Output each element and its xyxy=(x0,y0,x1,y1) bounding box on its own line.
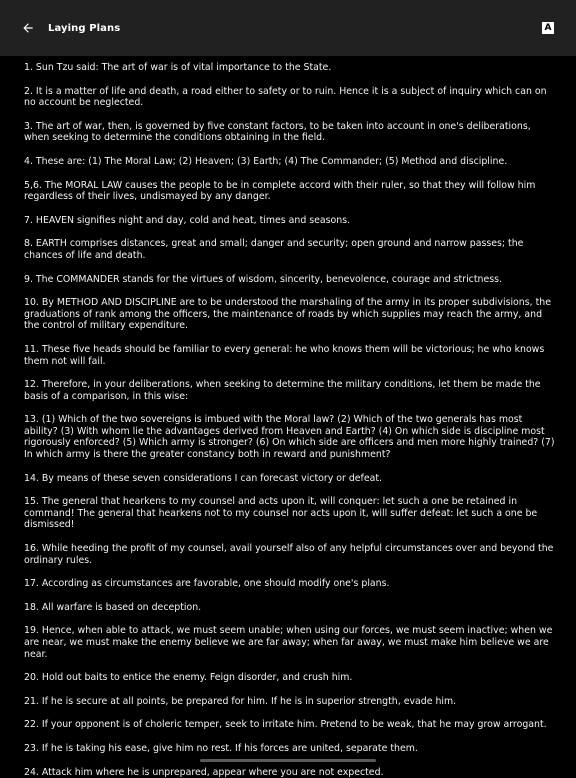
paragraph-1: 1. Sun Tzu said: The art of war is of vital importance to the State. xyxy=(24,62,332,73)
paragraph-22: 22. If your opponent is of choleric temper, seek to irritate him. Pretend to be weak, that he may grow arrogant. xyxy=(24,719,547,731)
paragraph-8: 8. EARTH comprises distances, great and small; danger and security; open ground and narrow passes; the chances of life and death. xyxy=(24,238,524,261)
paragraph-4: 4. These are: (1) The Moral Law; (2) Heaven; (3) Earth; (4) The Commander; (5) Method and discipline. xyxy=(24,155,508,167)
paragraph-3: 3. The art of war, then, is governed by five constant factors, to be taken into account in one's deliberations, when seeking to determine the conditions obtaining in the field. xyxy=(24,120,531,144)
arrow-left-icon xyxy=(21,21,35,35)
paragraph-17: 17. According as circumstances are favorable, one should modify one's plans. xyxy=(24,578,390,590)
paragraph-20: 20. Hold out baits to entice the enemy. Feign disorder, and crush him. xyxy=(24,672,353,684)
paragraph-14: 14. By means of these seven considerations I can forecast victory or defeat. xyxy=(24,472,383,484)
paragraph-2: 2. It is a matter of life and death, a road either to safety or to ruin. Hence it is a subject of inquiry which can on no account be neglected. xyxy=(24,85,547,109)
paragraph-12: 12. Therefore, in your deliberations, when seeking to determine the military conditions, let them be made the basis of a comparison, in this wise: xyxy=(24,379,541,402)
scrollbar-thumb[interactable] xyxy=(200,759,376,762)
page-title: Laying Plans xyxy=(48,22,121,34)
paragraph-19: 19. Hence, when able to attack, we must seem unable; when using our forces, we must seem inactive; when we are near, we must make the enemy believe we are far away; when far away, we must make him believe we are near. xyxy=(24,625,553,660)
paragraph-10: 10. By METHOD AND DISCIPLINE are to be understood the marshaling of the army in its proper subdivisions, the graduations of rank among the officers, the maintenance of roads by which supplies may reach the army, and the control of military expenditure. xyxy=(24,297,551,332)
paragraph-9: 9. The COMMANDER stands for the virtues of wisdom, sincerity, benevolence, courage and strictness. xyxy=(24,273,502,285)
font-size-button[interactable] xyxy=(528,8,568,48)
paragraph-18: 18. All warfare is based on deception. xyxy=(24,601,202,613)
paragraph-13: 13. (1) Which of the two sovereigns is imbued with the Moral law? (2) Which of the two generals has most ability? (3) With whom lie the advantages derived from Heaven and Earth? (4) On which side is discipline most rigorously enforced? (5) Which army is stronger? (6) On which side are officers and men more highly trained? (7) In which army is there the greater constancy both in reward and punishment? xyxy=(24,414,555,461)
paragraph-23: 23. If he is taking his ease, give him no rest. If his forces are united, separate them. xyxy=(24,742,418,754)
back-button[interactable] xyxy=(8,8,48,48)
chapter-content[interactable] xyxy=(0,56,576,778)
paragraph-16: 16. While heeding the profit of my counsel, avail yourself also of any helpful circumstances over and beyond the ordinary rules. xyxy=(24,543,554,566)
paragraph-7: 7. HEAVEN signifies night and day, cold and heat, times and seasons. xyxy=(24,214,351,226)
paragraph-5-6: 5,6. The MORAL LAW causes the people to be in complete accord with their ruler, so that they will follow him regardless of their lives, undismayed by any danger. xyxy=(24,179,536,203)
font-size-icon: A xyxy=(542,22,554,34)
paragraph-24: 24. Attack him where he is unprepared, appear where you are not expected. xyxy=(24,766,384,778)
app-bar xyxy=(0,0,576,56)
paragraph-11: 11. These five heads should be familiar to every general: he who knows them will be victorious; he who knows them not will fail. xyxy=(24,343,545,367)
paragraph-15: 15. The general that hearkens to my counsel and acts upon it, will conquer: let such a one be retained in command! The general that hearkens not to my counsel nor acts upon it, will suffer defeat: let such a one be dismissed! xyxy=(24,496,538,531)
paragraph-21: 21. If he is secure at all points, be prepared for him. If he is in superior strength, evade him. xyxy=(24,695,457,707)
